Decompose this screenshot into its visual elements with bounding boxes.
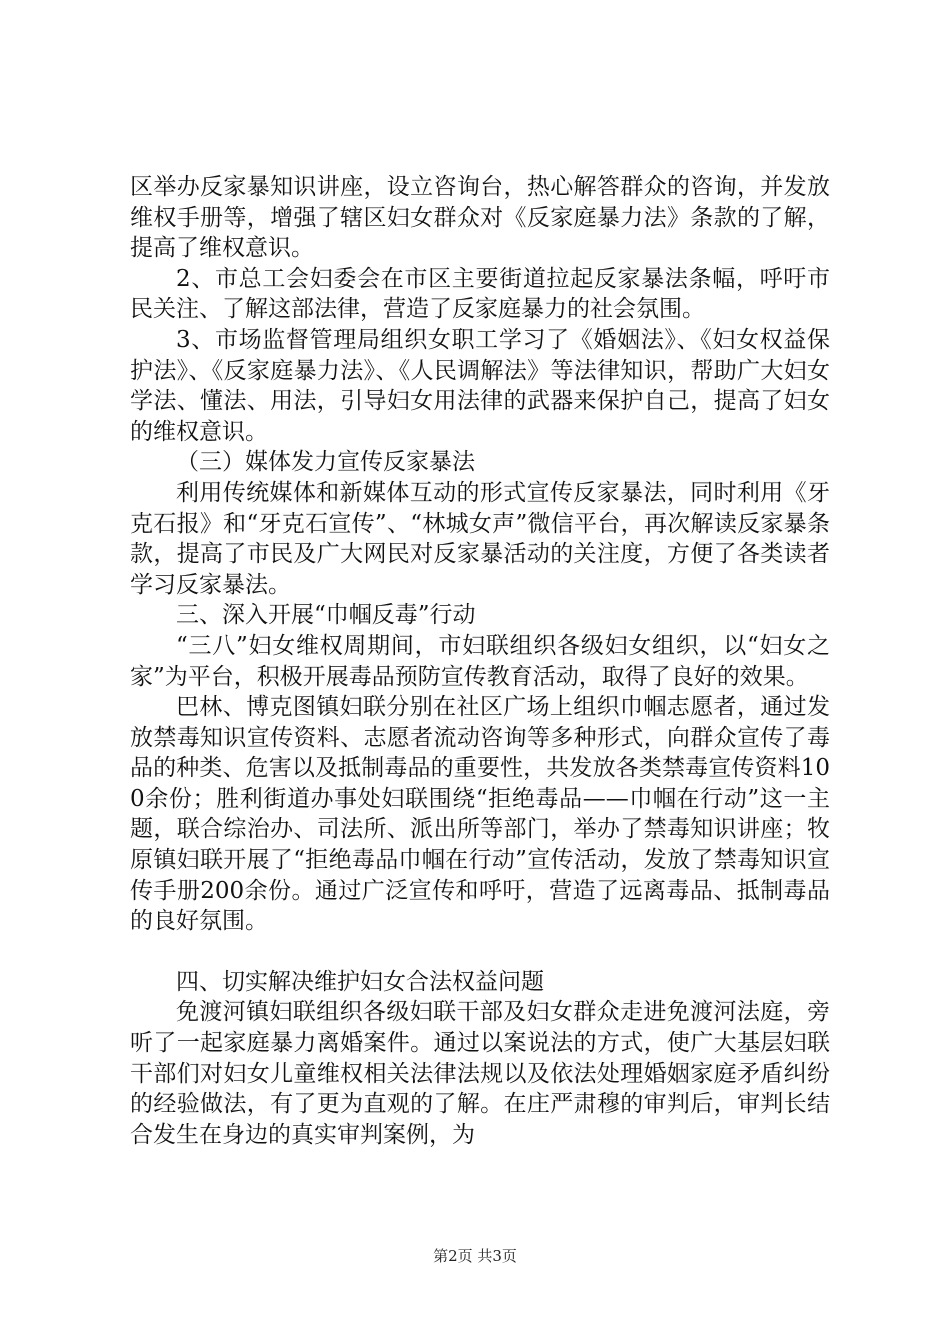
section-heading-rights: 四、切实解决维护妇女合法权益问题: [176, 968, 544, 995]
document-body: [130, 172, 830, 1150]
paragraph-continuation: 区举办反家暴知识讲座，设立咨询台，热心解答群众的咨询，并发放维权手册等，增强了辖区妇女群众对《反家庭暴力法》条款的了解，提高了维权意识。: [130, 174, 830, 262]
paragraph-item-2: 2、市总工会妇委会在市区主要街道拉起反家暴法条幅，呼吁市民关注、了解这部法律，营造了反家庭暴力的社会氛围。: [130, 265, 830, 323]
section-heading-media: （三）媒体发力宣传反家暴法: [176, 449, 475, 476]
paragraph-court-visit: 免渡河镇妇联组织各级妇联干部及妇女群众走进免渡河法庭，旁听了一起家庭暴力离婚案件。通过以案说法的方式，使广大基层妇联干部们对妇女儿童维权相关法律法规以及依法处理婚姻家庭矛盾纠纷的经验做法，有了更为直观的了解。在庄严肃穆的审判后，审判长结合发生在身边的真实审判案例，为: [130, 999, 830, 1148]
paragraph-womens-week: “三八”妇女维权周期间，市妇联组织各级妇女组织，以“妇女之家”为平台，积极开展毒品预防宣传教育活动，取得了良好的效果。: [130, 632, 830, 690]
paragraph-gap: [130, 937, 830, 967]
page-number-footer: 第2页 共3页: [433, 1247, 517, 1265]
paragraph-media: 利用传统媒体和新媒体互动的形式宣传反家暴法，同时利用《牙克石报》和“牙克石宣传”、“林城女声”微信平台，再次解读反家暴条款，提高了市民及广大网民对反家暴活动的关注度，方便了各类读者学习反家暴法。: [130, 479, 830, 598]
paragraph-antidrug-activities: 巴林、博克图镇妇联分别在社区广场上组织巾帼志愿者，通过发放禁毒知识宣传资料、志愿者流动咨询等多种形式，向群众宣传了毒品的种类、危害以及抵制毒品的重要性，共发放各类禁毒宣传资料100余份；胜利街道办事处妇联围绕“拒绝毒品——巾帼在行动”这一主题，联合综治办、司法所、派出所等部门，举办了禁毒知识讲座；牧原镇妇联开展了“拒绝毒品巾帼在行动”宣传活动，发放了禁毒知识宣传手册200余份。通过广泛宣传和呼吁，营造了远离毒品、抵制毒品的良好氛围。: [130, 694, 830, 935]
section-heading-antidrug: 三、深入开展“巾帼反毒”行动: [176, 602, 476, 629]
paragraph-item-3: 3、市场监督管理局组织女职工学习了《婚姻法》、《妇女权益保护法》、《反家庭暴力法》、《人民调解法》等法律知识，帮助广大妇女学法、懂法、用法，引导妇女用法律的武器来保护自己，提高了妇女的维权意识。: [130, 326, 830, 445]
